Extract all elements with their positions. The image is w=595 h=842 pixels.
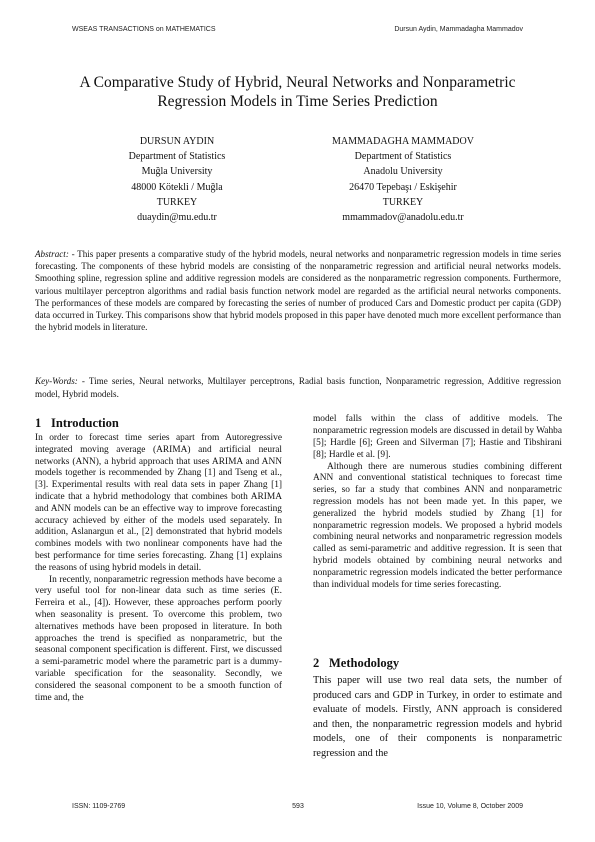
section-heading bbox=[313, 655, 562, 671]
title-line: Regression Models in Time Series Prediction bbox=[157, 93, 438, 110]
keywords-text: - Time series, Neural networks, Multilayer perceptrons, Radial basis function, Nonparametric regression, Additive regression model, Hybrid models. bbox=[35, 376, 561, 399]
author-address: 48000 Kötekli / Muğla bbox=[131, 181, 223, 193]
author-country: TURKEY bbox=[382, 196, 424, 208]
section-title: Introduction bbox=[51, 416, 119, 430]
right-column bbox=[313, 414, 562, 591]
author-block bbox=[77, 134, 277, 225]
paragraph: In recently, nonparametric regression methods have become a very useful tool for non-linear data such as time series (E. Ferreira et al., [4]). However, these approaches perform poorly when seasonality is present. To overcome this problem, two alternatives methods have been proposed in literature. In both approaches the trend is specified as nonparametric, but the seasonal component specification is different. First, we discussed a semi-parametric model where the parametric part is a dummy-variable specification for the seasonality. Secondly, we considered the seasonal component to be a smooth function of time and, the bbox=[35, 574, 282, 703]
keywords bbox=[35, 375, 561, 401]
abstract-text: - This paper presents a comparative study of the hybrid models, neural networks and nonparametric regression models in time series forecasting. The components of these hybrid models are consisting of the nonparametric regression and artificial neural networks models. Smoothing spline, regression spline and additive regression models are considered as the nonparametric regression components. Furthermore, various multilayer perceptron algorithms and radial basis function network model are regarded as the artificial neural networks components. The performances of these models are compared by forecasting the series of number of produced Cars and Domestic product per capita (GDP) data occurred in Turkey. This comparisons show that hybrid models proposed in this paper have denoted much more excellent performance than the hybrid models in literature. bbox=[35, 249, 561, 333]
paragraph: This paper will use two real data sets, the number of produced cars and GDP in Turkey, in order to estimate and evaluate of models. Firstly, ANN approach is considered and then, the nonparametric regression models and hybrid models, one of their components is nonparametric regression and the bbox=[313, 675, 562, 759]
author-email: duaydin@mu.edu.tr bbox=[137, 212, 217, 224]
running-header-authors: Dursun Aydin, Mammadagha Mammadov bbox=[394, 26, 523, 33]
paragraph: Although there are numerous studies combining different ANN and conventional statistical techniques to forecast time series, so far a study that combines ANN and nonparametric regression models has not been made yet. In this paper, we generalized the hybrid models studied by Zhang [1] for nonparametric regression models. We proposed a hybrid models combining neural networks and nonparametric regression models called as semi-parametric and additive regression. It is seen that hybrid models obtained by combining neural networks and nonparametric regression models indicated the better performance than individual models for time series forecasting. bbox=[313, 461, 562, 590]
paper-title bbox=[60, 73, 535, 111]
author-name: DURSUN AYDIN bbox=[139, 136, 215, 147]
author-country: TURKEY bbox=[156, 196, 198, 208]
author-department: Department of Statistics bbox=[128, 151, 226, 163]
author-university: Anadolu University bbox=[363, 166, 443, 178]
section-heading bbox=[35, 415, 282, 431]
running-header-journal: WSEAS TRANSACTIONS on MATHEMATICS bbox=[72, 26, 216, 33]
left-column bbox=[35, 415, 282, 704]
author-block bbox=[303, 134, 503, 225]
footer-page-number: 593 bbox=[292, 803, 304, 810]
footer-issn: ISSN: 1109-2769 bbox=[72, 803, 126, 810]
paragraph: In order to forecast time series apart from Autoregressive integrated moving average (ARIMA) and artificial neural networks (ANN), a hybrid approach that uses ARIMA and ANN models together is recommended by Zhang [1] and Tseng et al.,[3]. Experimental results with real data sets in paper Zhang [1] indicate that a hybrid methodology that combines both ARIMA and ANN models can be an effective way to improve forecasting accuracy achieved by either of the models used separately. In addition, Aslanargun et al., [2] demonstrated that hybrid models combines models with two nonlinear components have had the best performance for time series forecasting. Zhang [1] explains the reasons of using hybrid models in detail. bbox=[35, 433, 282, 573]
methodology-section bbox=[313, 655, 562, 762]
abstract-label: Abstract: bbox=[35, 249, 69, 259]
author-university: Muğla University bbox=[141, 166, 213, 178]
section-number: 2 bbox=[313, 656, 320, 670]
footer-issue: Issue 10, Volume 8, October 2009 bbox=[417, 803, 523, 810]
paragraph: model falls within the class of additive models. The nonparametric regression models are discussed in detail by Wahba [5]; Hardle [6]; Green and Silverman [7]; Hastie and Tibshirani [8]; Hardle et al. [9]. bbox=[313, 414, 562, 460]
abstract bbox=[35, 248, 561, 333]
author-address: 26470 Tepebaşı / Eskişehir bbox=[349, 181, 457, 193]
keywords-label: Key-Words: bbox=[35, 376, 78, 386]
section-title: Methodology bbox=[329, 656, 400, 670]
section-number: 1 bbox=[35, 416, 42, 430]
author-name: MAMMADAGHA MAMMADOV bbox=[332, 136, 474, 147]
author-email: mmammadov@anadolu.edu.tr bbox=[342, 212, 464, 224]
author-department: Department of Statistics bbox=[354, 151, 452, 163]
title-line: A Comparative Study of Hybrid, Neural Networks and Nonparametric bbox=[79, 74, 516, 91]
